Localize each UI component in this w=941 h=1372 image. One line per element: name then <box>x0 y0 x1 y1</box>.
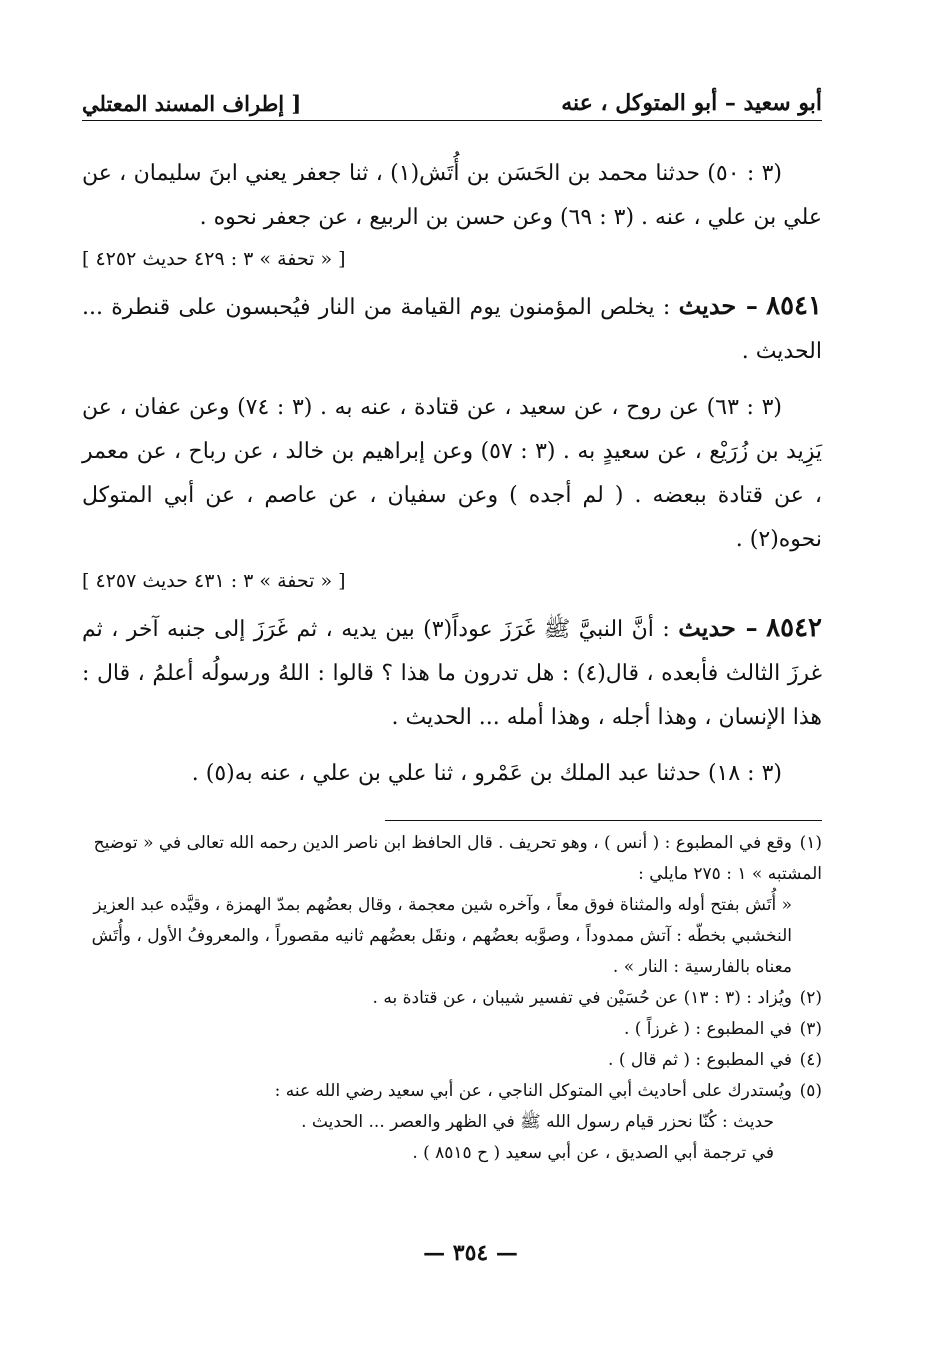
footnote-number: (١) <box>799 833 822 853</box>
isnad-paragraph-1: (٣ : ٥٠) حدثنا محمد بن الحَسَن بن أُتَش(١) ، ثنا جعفر يعني ابنَ سليمان ، عن علي بن علي ، عنه . (٣ : ٦٩) وعن حسن بن الربيع ، عن جعفر نحوه . <box>82 161 822 230</box>
footnote-1-quote: « أُتَش بفتح أوله والمثناة فوق معاً ، وآخره شين معجمة ، وقال بعضُهم بمدّ الهمزة ، وقيَّده عبد العزيز النخشبي بخطّه : آتش ممدوداً ، وصوَّبه بعضُهم ، ونقَل بعضُهم ثانيه مقصوراً ، والمعروفُ الأول ، وأُتَش معناه بالفارسية : النار » . <box>91 895 792 977</box>
tuhfa-reference-1: [ « تحفة » ٣ : ٤٢٩ حديث ٤٢٥٢ ] <box>82 248 346 270</box>
footnote-3 <box>82 1014 822 1045</box>
header-title: أبو سعيد – أبو المتوكل ، عنه <box>561 90 822 116</box>
footnote-separator <box>385 820 822 821</box>
footnote-2 <box>82 983 822 1014</box>
hadith-number: ٨٥٤١ <box>766 291 822 321</box>
hadith-text: : يخلص المؤمنون يوم القيامة من النار فيُحبسون على قنطرة ... الحديث . <box>82 295 822 364</box>
footnote-number: (٢) <box>799 988 822 1008</box>
main-text <box>82 152 822 796</box>
footnote-number: (٣) <box>799 1019 822 1039</box>
footnote-text: في المطبوع : ( ثم قال ) . <box>608 1050 792 1070</box>
hadith-8542 <box>82 606 822 740</box>
footnotes <box>82 828 822 1169</box>
footnote-5 <box>82 1076 822 1107</box>
footnote-text: في المطبوع : ( غرزاً ) . <box>623 1019 792 1039</box>
footnote-1 <box>82 828 822 890</box>
footnote-5-line-3: في ترجمة أبي الصديق ، عن أبي سعيد ( ح ٨٥١٥ ) . <box>412 1143 774 1163</box>
footnote-text: وقع في المطبوع : ( أنس ) ، وهو تحريف . قال الحافظ ابن ناصر الدين رحمه الله تعالى في « توضيح المشتبه » ١ : ٢٧٥ مايلي : <box>93 833 822 884</box>
isnad-paragraph-3: (٣ : ١٨) حدثنا عبد الملك بن عَمْرو ، ثنا علي بن علي ، عنه به(٥) . <box>191 761 782 786</box>
hadith-text: : أنَّ النبيَّ ﷺ غَرَزَ عوداً(٣) بين يديه ، ثم غَرَزَ إلى جنبه آخر ، ثم غرزَ الثالث فأبعده ، قال(٤) : هل تدرون ما هذا ؟ قالوا : اللهُ ورسولُه أعلمُ ، قال : هذا الإنسان ، وهذا أجله ، وهذا أمله ... الحديث . <box>82 617 823 730</box>
footnote-4 <box>82 1045 822 1076</box>
footnote-number: (٤) <box>799 1050 822 1070</box>
page-number: — ٣٥٤ — <box>423 1240 518 1266</box>
hadith-label: – حديث <box>678 291 758 320</box>
hadith-number: ٨٥٤٢ <box>766 613 822 643</box>
footnote-5-line-2: حديث : كُنّا نحزر قيام رسول الله ﷺ في الظهر والعصر ... الحديث . <box>301 1112 774 1132</box>
hadith-label: – حديث <box>678 613 758 642</box>
header-book-title: [ إطراف المسند المعتلي <box>82 91 302 116</box>
page-header <box>82 82 822 121</box>
hadith-8541 <box>82 284 822 374</box>
footnote-number: (٥) <box>799 1081 822 1101</box>
isnad-paragraph-2: (٣ : ٦٣) عن روح ، عن سعيد ، عن قتادة ، عنه به . (٣ : ٧٤) وعن عفان ، عن يَزِيد بن زُرَيْع ، عن سعيدٍ به . (٣ : ٥٧) وعن إبراهيم بن خالد ، عن رباح ، عن معمر ، عن قتادة ببعضه . ( لم أجده ) وعن سفيان ، عن عاصم ، عن أبي المتوكل نحوه(٢) . <box>82 395 822 552</box>
footnote-text: ويُزاد : (٣ : ١٣) عن حُسَيْن في تفسير شيبان ، عن قتادة به . <box>372 988 792 1008</box>
tuhfa-reference-2: [ « تحفة » ٣ : ٤٣١ حديث ٤٢٥٧ ] <box>82 570 346 592</box>
footnote-text: ويُستدرك على أحاديث أبي المتوكل الناجي ، عن أبي سعيد رضي الله عنه : <box>274 1081 792 1101</box>
